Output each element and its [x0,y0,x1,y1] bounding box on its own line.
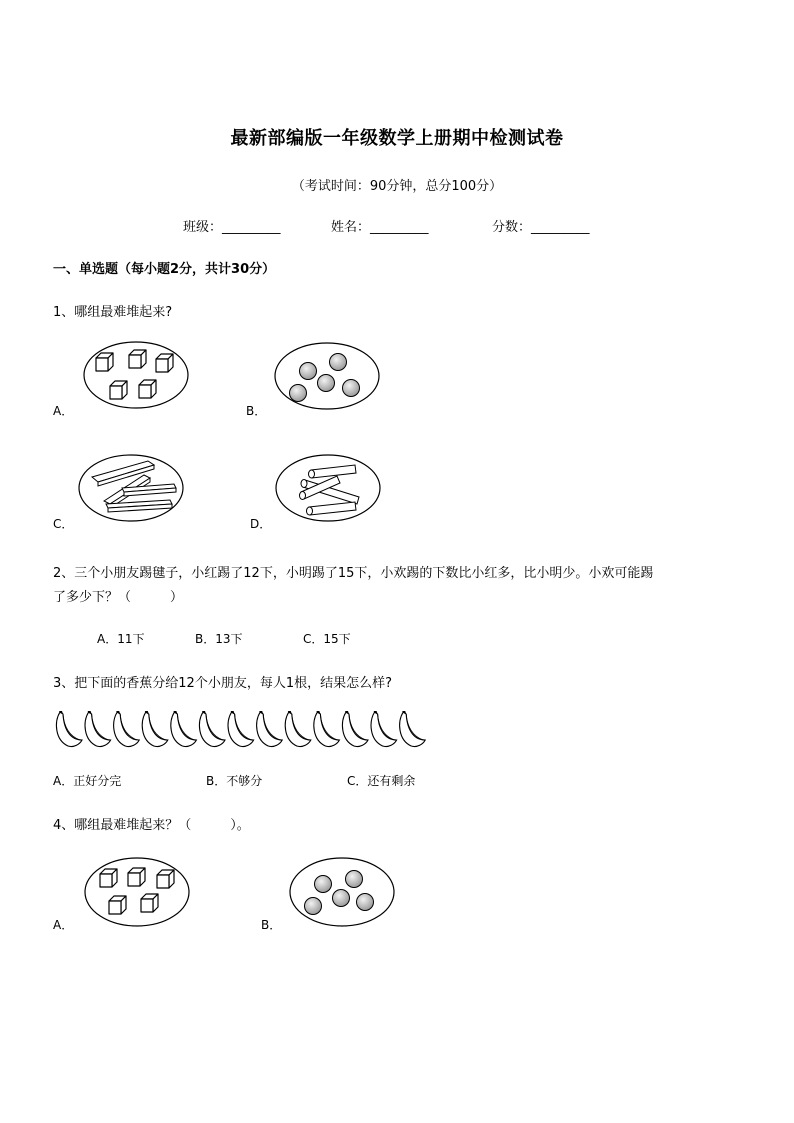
balls-group-figure-q4 [289,856,397,928]
banana-icon [56,711,82,747]
name-blank: _________ [370,220,429,235]
class-blank: _________ [222,220,281,235]
q4-option-a[interactable]: A． [53,918,74,932]
q1-option-a[interactable]: A． [53,404,74,418]
banana-icon [257,711,283,747]
banana-icon [228,711,254,747]
banana-icon [400,711,426,747]
exam-subtitle: （考试时间：90分钟，总分100分） [291,179,503,194]
question-1: 1、哪组最难堆起来? [53,305,173,320]
cubes-group-figure-q4 [84,856,192,928]
q3-option-c[interactable]: C．还有剩余 [347,774,416,788]
score-label: 分数： [492,220,532,235]
q1-option-b[interactable]: B． [246,404,267,418]
banana-icon [114,711,140,747]
banana-icon [314,711,340,747]
page-title: 最新部编版一年级数学上册期中检测试卷 [230,128,564,149]
banana-icon [85,711,111,747]
name-label: 姓名： [331,220,371,235]
class-field [183,216,281,235]
q2-option-b[interactable]: B．13下 [195,632,243,646]
q2-option-c[interactable]: C．15下 [303,632,351,646]
q1-option-d[interactable]: D． [250,517,272,531]
section-heading: 一、单选题（每小题2分，共计30分） [53,262,276,277]
banana-icon [342,711,368,747]
q3-option-b[interactable]: B．不够分 [206,774,263,788]
question-2-line-1: 2、三个小朋友踢毽子，小红踢了12下，小明踢了15下，小欢踢的下数比小红多，比小明少。小欢可能踢 [53,566,654,581]
boards-group-figure [78,452,184,524]
score-field [492,216,590,235]
question-3: 3、把下面的香蕉分给12个小朋友，每人1根，结果怎么样? [53,676,392,691]
question-4: 4、哪组最难堆起来？（ ）。 [53,818,250,833]
score-blank: _________ [531,220,590,235]
question-2-line-2: 了多少下？（ ） [53,590,184,605]
banana-icon [285,711,311,747]
name-field [331,216,429,235]
cubes-group-figure [82,340,192,412]
cylinders-group-figure [275,452,383,524]
class-label: 班级： [183,220,223,235]
banana-icon [199,711,225,747]
q1-option-c[interactable]: C． [53,517,74,531]
balls-group-figure [274,340,382,412]
banana-icon [171,711,197,747]
banana-icon [142,711,168,747]
banana-row [52,708,432,750]
q2-option-a[interactable]: A．11下 [97,632,145,646]
banana-icon [371,711,397,747]
q4-option-b[interactable]: B． [261,918,282,932]
q3-option-a[interactable]: A．正好分完 [53,774,122,788]
